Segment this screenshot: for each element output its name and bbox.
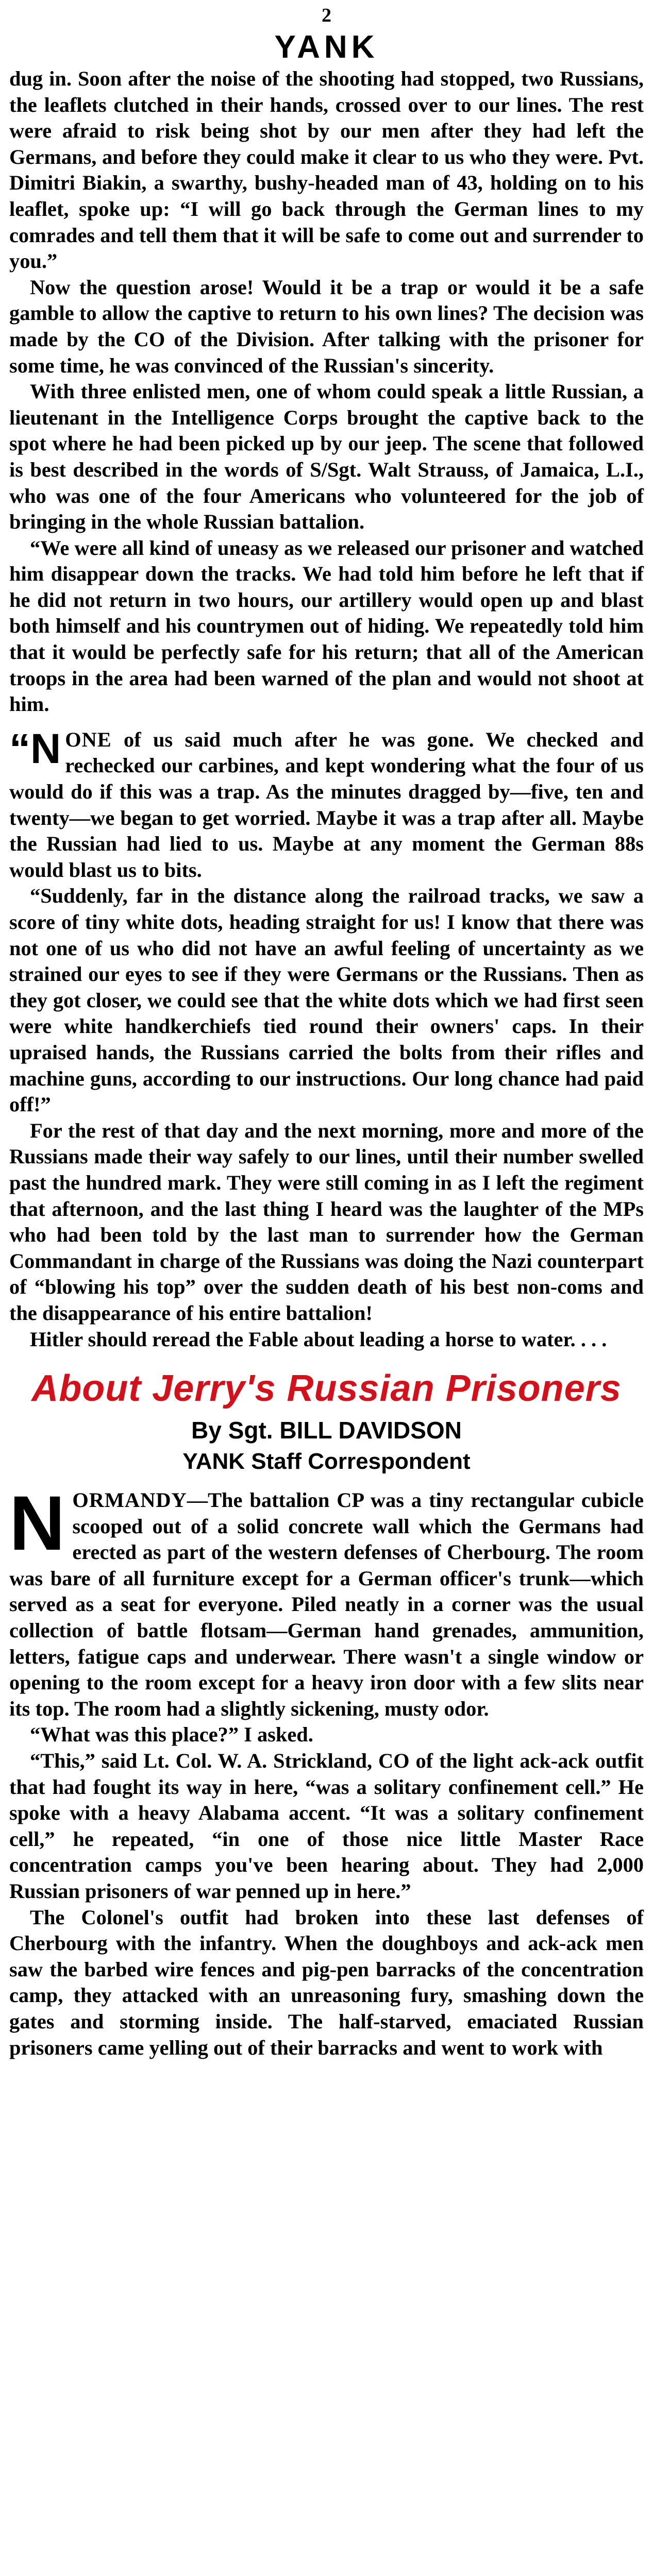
lead-paragraph	[9, 1480, 644, 1722]
masthead: YANK	[274, 29, 379, 65]
story-two-headline: About Jerry's Russian Prisoners	[31, 1368, 622, 1410]
story-one-paragraph: “Suddenly, far in the distance along the railroad tracks, we saw a score of tiny white dots, heading straight for us! I know that there was not one of us who did not have an awful feeling of uncertainty as we strained our eyes to see if they were Germans or the Russians. Then as they got closer, we could see that the white dots which we had first seen were white handkerchiefs tied round their owners' caps. In their upraised hands, the Russians carried the bolts from their rifles and machine guns, according to our instructions. Our long chance had paid off!”	[9, 884, 644, 1116]
dropcap-paragraph-text: of us said much after he was gone. We checked and rechecked our carbines, and kept wondering what the four of us would do if this was a trap. As the minutes dragged by—five, ten and twenty—we began to get worried. Maybe it was a trap after all. Maybe the Russian had lied to us. Maybe at any moment the German 88s would blast us to bits.	[9, 727, 644, 882]
dropcap-letter: N	[9, 1480, 65, 1567]
dropcap	[9, 725, 61, 772]
story-one-paragraph: Now the question arose! Would it be a trap or would it be a safe gamble to allow the captive to return to his own lines? The decision was made by the CO of the Division. After talking with the prisoner for some time, he was convinced of the Russian's sincerity.	[9, 275, 644, 377]
story-one-paragraph: With three enlisted men, one of whom could speak a little Russian, a lieutenant in the Intelligence Corps brought the captive back to the spot where he had been picked up by our jeep. The scene that followed is best described in the words of S/Sgt. Walt Strauss, of Jamaica, L.I., who was one of the four Americans who volunteered for the job of bringing in the whole Russian battalion.	[9, 380, 644, 534]
story-two-paragraph: “What was this place?” I asked.	[30, 1723, 313, 1747]
story-one	[9, 66, 644, 1352]
byline: By Sgt. BILL DAVIDSON	[191, 1417, 462, 1444]
story-one-paragraph: “We were all kind of uneasy as we released our prisoner and watched him disappear down the tracks. We had told him before he left that if he did not return in two hours, our artillery would open up and blast both himself and his countrymen out of hiding. We repeatedly told him that it would be perfectly safe for his return; that all of the American troops in the area had been warned of the plan and would not shoot at him.	[9, 536, 644, 716]
dropcap-lead-caps: ONE	[65, 727, 112, 751]
dateline: ORMANDY	[72, 1488, 187, 1512]
story-one-paragraph: dug in. Soon after the noise of the shooting had stopped, two Russians, the leaflets clutched in their hands, crossed over to our lines. The rest were afraid to risk being shot by our men after they had left the Germans, and before they could make it clear to us who they were. Pvt. Dimitri Biakin, a swarthy, bushy-headed man of 43, holding on to his leaflet, spoke up: “I will go back through the German lines to my comrades and tell them that it will be safe to come out and surrender to you.”	[9, 67, 644, 273]
dropcap-letter: N	[30, 725, 61, 772]
story-two-paragraph: “This,” said Lt. Col. W. A. Strickland, CO of the light ack-ack outfit that had fought its way in here, “was a solitary confinement cell.” He spoke with a heavy Alabama accent. “It was a solitary confinement cell,” he repeated, “in one of those nice little Master Race concentration camps you've been hearing about. They had 2,000 Russian prisoners of war penned up in here.”	[9, 1749, 644, 1903]
story-two-paragraph: The Colonel's outfit had broken into these last defenses of Cherbourg with the infantry. When the doughboys and ack-ack men saw the barbed wire fences and pig-pen barracks of the concentration camp, they attacked with an unreasoning fury, smashing down the gates and storming inside. The half-starved, emaciated Russian prisoners came yelling out of their barracks and went to work with	[9, 1905, 644, 2059]
dropcap-paragraph	[9, 727, 644, 884]
lead-paragraph-text: —The battalion CP was a tiny rectangular cubicle scooped out of a solid concrete wall which the Germans had erected as part of the western defenses of Cherbourg. The room was bare of all furniture except for a German officer's trunk—which served as a seat for everyone. Piled neatly in a corner was the usual collection of battle flotsam—German hand grenades, ammunition, letters, fatigue caps and underwear. There wasn't a single window or opening to the room except for a heavy iron door with a few slits near its top. The room had a slightly sickening, musty odor.	[9, 1488, 644, 1720]
story-two	[9, 1480, 644, 2061]
story-one-paragraph: For the rest of that day and the next morning, more and more of the Russians made their way safely to our lines, until their number swelled past the hundred mark. They were still coming in as I left the regiment that afternoon, and the last thing I heard was the laughter of the MPs who had been told by the last man to surrender how the German Commandant in charge of the Russians was doing the Nazi counterpart of “blowing his top” over the sudden death of his best non-coms and the disappearance of his entire battalion!	[9, 1118, 644, 1325]
page-number: 2	[322, 5, 331, 26]
story-one-paragraph: Hitler should reread the Fable about leading a horse to water. . . .	[30, 1327, 607, 1351]
byline-credit: YANK Staff Correspondent	[182, 1449, 471, 1475]
opening-quote: “	[9, 725, 30, 772]
